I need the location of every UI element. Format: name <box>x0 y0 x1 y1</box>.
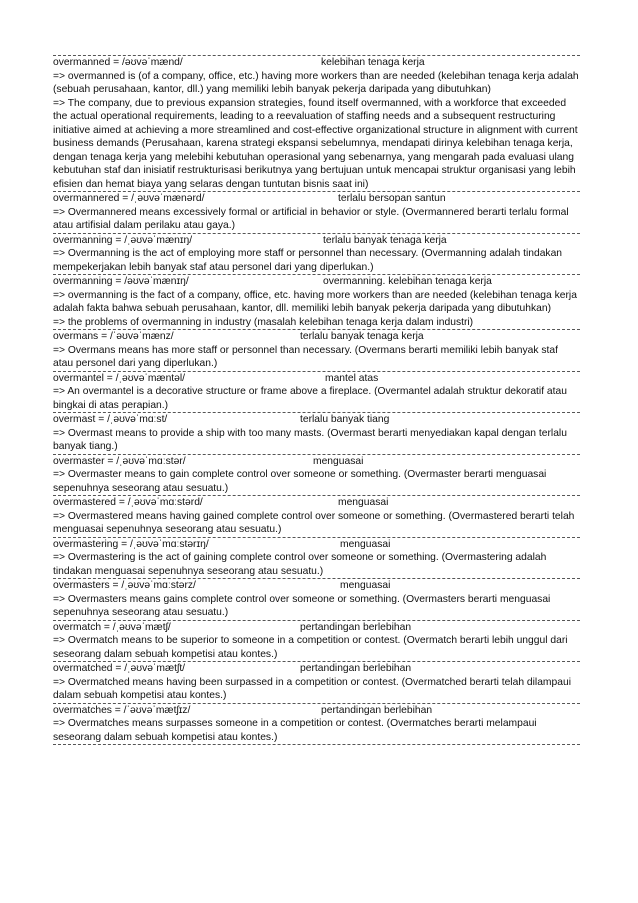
dictionary-entry <box>53 234 580 276</box>
translation: menguasai <box>340 580 391 591</box>
dictionary-entry <box>53 330 580 372</box>
headword: overmans = /ˈəʊvəˈmænz/ <box>53 331 174 342</box>
entry-header <box>53 275 580 289</box>
definition-line: => Overmanning is the act of employing more staff or personnel than necessary. (Overmanning adalah tindakan mempekerjakan lebih banyak staf atau personel dari yang diperlukan.) <box>53 248 563 273</box>
dictionary-entry <box>53 372 580 414</box>
dictionary-entry <box>53 413 580 455</box>
translation: pertandingan berlebihan <box>300 663 412 674</box>
definition-line: => overmanned is (of a company, office, etc.) having more workers than are needed (kelebihan tenaga kerja adalah (sebuah perusahaan, kantor, dll.) yang memiliki lebih banyak pekerja daripada yang dibutuhkan) <box>53 70 579 95</box>
entry-header <box>53 192 580 206</box>
translation: terlalu bersopan santun <box>338 193 446 204</box>
definition-line: => Overmatched means having been surpassed in a competition or contest. (Overmatched berarti telah dilampaui dalam sebuah kompetisi atau kontes.) <box>53 676 571 701</box>
dictionary-entry <box>53 538 580 580</box>
definition-line: => Overmans means has more staff or personnel than necessary. (Overmans berarti memiliki lebih banyak staf atau personel dari yang diperlukan.) <box>53 344 558 369</box>
translation: pertandingan berlebihan <box>300 621 412 633</box>
headword: overmasters = /ˌəʊvəˈmɑːstərz/ <box>53 580 196 591</box>
translation: terlalu banyak tiang <box>300 414 390 425</box>
headword: overmastering = /ˌəʊvəˈmɑːstərɪŋ/ <box>53 538 209 550</box>
translation: menguasai <box>340 538 391 550</box>
headword: overmanning = /ˌəʊvəˈmænɪŋ/ <box>53 234 193 246</box>
entry-header <box>53 330 580 344</box>
entry-header <box>53 56 580 70</box>
headword: overmaster = /ˌəʊvəˈmɑːstər/ <box>53 455 186 467</box>
definition-line: => Overmaster means to gain complete control over someone or something. (Overmaster berarti menguasai sepenuhnya seseorang atau sesuatu.) <box>53 469 547 494</box>
headword: overmanned = /əʊvəˈmænd/ <box>53 57 183 68</box>
dictionary-entry <box>53 704 580 746</box>
definition-line: => the problems of overmanning in industry (masalah kelebihan tenaga kerja dalam industri) <box>53 316 474 328</box>
entry-header <box>53 538 580 552</box>
definition-line: => Overmannered means excessively formal or artificial in behavior or style. (Overmannered berarti terlalu formal atau artifisial dalam perilaku atau gaya.) <box>53 206 569 231</box>
entry-header <box>53 234 580 248</box>
dictionary-page <box>53 55 580 745</box>
translation: menguasai <box>313 455 364 467</box>
dictionary-entry <box>53 275 580 330</box>
headword: overmast = /ˌəʊvəˈmɑːst/ <box>53 414 168 425</box>
translation: menguasai <box>338 497 389 508</box>
entry-header <box>53 704 580 718</box>
definition-line: => overmanning is the fact of a company, office, etc. having more workers than are needed (kelebihan tenaga kerja adalah fakta bahwa sebuah perusahaan, kantor, dll. memiliki lebih banyak pekerja daripada yang dibutuhkan) <box>53 289 577 314</box>
dictionary-entry <box>53 621 580 663</box>
headword: overmatch = /ˌəʊvəˈmætʃ/ <box>53 621 171 633</box>
entry-header <box>53 662 580 676</box>
translation: pertandingan berlebihan <box>321 704 433 716</box>
entry-header <box>53 455 580 469</box>
definition-line: => Overmatch means to be superior to someone in a competition or contest. (Overmatch berarti lebih unggul dari seseorang dalam sebuah kompetisi atau kontes.) <box>53 635 568 660</box>
headword: overmatches = /ˈəʊvəˈmætʃɪz/ <box>53 704 191 716</box>
definition-line: => An overmantel is a decorative structure or frame above a fireplace. (Overmantel adalah struktur dekoratif atau bingkai di atas perapian.) <box>53 386 567 411</box>
translation: kelebihan tenaga kerja <box>321 57 425 68</box>
dictionary-entry <box>53 579 580 621</box>
definition-line: => The company, due to previous expansion strategies, found itself overmanned, with a workforce that exceeded the actual operational requirements, leading to a reevaluation of staffing needs and a subsequent restructuring initiative aimed at achieving a more streamlined and cost-effective organizational structure in alignment with current business demands (Perusahaan, karena strategi ekspansi sebelumnya, mendapati dirinya kelebihan tenaga kerja, dengan tenaga kerja yang melebihi kebutuhan operasional yang sebenarnya, yang mengarah pada evaluasi ulang kebutuhan staf dan inisiatif restrukturisasi berikutnya yang bertujuan untuk mencapai struktur organisasi yang lebih efisien dan hemat biaya yang selaras dengan tuntutan bisnis saat ini) <box>53 97 578 190</box>
headword: overmatched = /ˌəʊvəˈmætʃt/ <box>53 663 186 674</box>
definition-line: => Overmast means to provide a ship with too many masts. (Overmast berarti menyediakan kapal dengan terlalu banyak tiang.) <box>53 427 567 452</box>
headword: overmantel = /ˌəʊvəˈmæntəl/ <box>53 372 186 384</box>
dictionary-entry <box>53 662 580 704</box>
dictionary-entry <box>53 455 580 497</box>
entry-header <box>53 621 580 635</box>
headword: overmannered = /ˌəʊvəˈmænərd/ <box>53 193 205 204</box>
definition-line: => Overmasters means gains complete control over someone or something. (Overmasters berarti menguasai sepenuhnya seseorang atau sesuatu.) <box>53 593 551 618</box>
translation: mantel atas <box>325 372 379 384</box>
entry-header <box>53 579 580 593</box>
entry-header <box>53 372 580 386</box>
headword: overmastered = /ˌəʊvəˈmɑːstərd/ <box>53 497 203 508</box>
dictionary-entry <box>53 496 580 538</box>
entry-header <box>53 496 580 510</box>
entry-header <box>53 413 580 427</box>
translation: terlalu banyak tenaga kerja <box>323 234 447 246</box>
translation: overmanning. kelebihan tenaga kerja <box>323 276 492 287</box>
dictionary-entry <box>53 192 580 234</box>
definition-line: => Overmastering is the act of gaining complete control over someone or something. (Overmastering adalah tindakan menguasai sepenuhnya seseorang atau sesuatu.) <box>53 552 547 577</box>
definition-line: => Overmastered means having gained complete control over someone or something. (Overmastered berarti telah menguasai sepenuhnya seseorang atau sesuatu.) <box>53 510 575 535</box>
definition-line: => Overmatches means surpasses someone in a competition or contest. (Overmatches berarti melampaui seseorang dalam sebuah kompetisi atau kontes.) <box>53 718 537 743</box>
headword: overmanning = /əʊvəˈmænɪŋ/ <box>53 276 189 287</box>
dictionary-entry <box>53 55 580 192</box>
translation: terlalu banyak tenaga kerja <box>300 331 424 342</box>
